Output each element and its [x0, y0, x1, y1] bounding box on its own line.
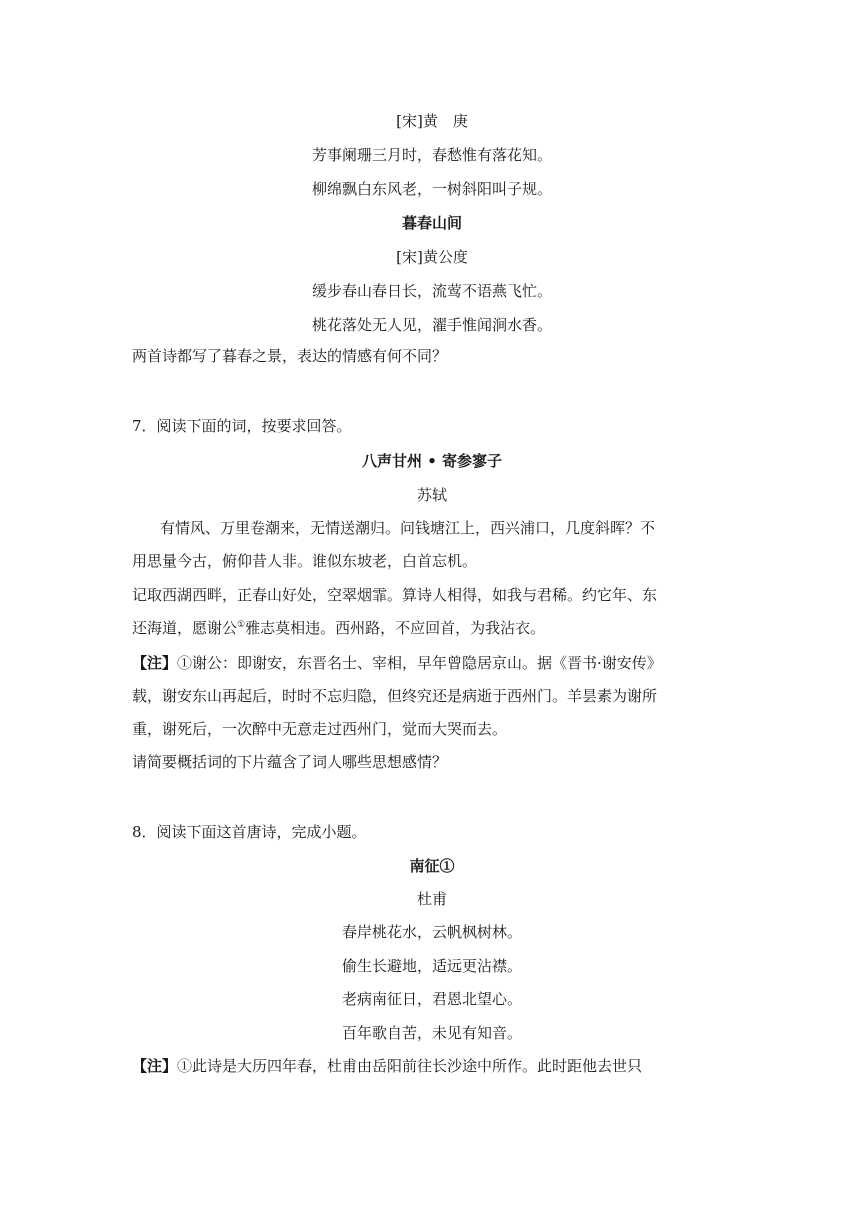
q8-author: 杜甫	[416, 890, 447, 908]
q8-title: 南征①	[409, 857, 455, 875]
q7-text-line: 记取西湖西畔，正春山好处，空翠烟霏。算诗人相得，如我与君稀。约它年、东	[132, 586, 658, 604]
q8-note	[132, 1056, 732, 1076]
q8-poem-line: 偷生长避地，适远更沾襟。	[341, 957, 522, 975]
q7-note	[132, 653, 732, 673]
q7-note-line: 重，谢死后，一次醉中无意走过西州门，觉而大哭而去。	[132, 720, 508, 738]
q8-prompt: 8．阅读下面这首唐诗，完成小题。	[132, 823, 367, 841]
poem2-line: 桃花落处无人见，濯手惟闻涧水香。	[311, 316, 552, 334]
note-text: ①此诗是大历四年春，杜甫由岳阳前往长沙途中所作。此时距他去世只	[177, 1057, 643, 1075]
q7-title: 八声甘州 • 寄参寥子	[361, 452, 503, 470]
q7-text-segment: 还海道，愿谢公	[132, 619, 238, 637]
footnote-marker: ①	[237, 620, 246, 630]
q7-text-line: 有情风、万里卷潮来，无情送潮归。问钱塘江上，西兴浦口，几度斜晖？不	[160, 519, 656, 537]
poem2-author: [宋]黄公度	[396, 248, 468, 266]
q8-poem-line: 老病南征日，君恩北望心。	[341, 990, 522, 1008]
q7-author: 苏轼	[416, 486, 447, 504]
q7-text-line	[132, 618, 732, 638]
q7-prompt: 7．阅读下面的词，按要求回答。	[132, 417, 352, 435]
q7-question: 请简要概括词的下片蕴含了词人哪些思想感情？	[132, 753, 448, 771]
poem1-line: 柳绵飘白东风老，一树斜阳叫子规。	[311, 180, 552, 198]
poem2-line: 缓步春山春日长，流莺不语燕飞忙。	[311, 282, 552, 300]
poem2-title: 暮春山间	[401, 214, 462, 232]
q8-poem-line: 春岸桃花水，云帆枫树林。	[341, 923, 522, 941]
note-text: ①谢公：即谢安，东晋名士、宰相，早年曾隐居京山。据《晋书·谢安传》	[177, 654, 662, 672]
note-tag: 【注】	[132, 654, 178, 672]
q7-text-line: 用思量今古，俯仰昔人非。谁似东坡老，白首忘机。	[132, 552, 478, 570]
q6-question: 两首诗都写了暮春之景，表达的情感有何不同？	[132, 347, 448, 365]
q7-note-line: 载，谢安东山再起后，时时不忘归隐，但终究还是病逝于西州门。羊昙素为谢所	[132, 687, 658, 705]
q8-poem-line: 百年歌自苦，未见有知音。	[341, 1024, 522, 1042]
q7-text-segment: 雅志莫相违。西州路，不应回首，为我沾衣。	[245, 619, 546, 637]
poem1-author: [宋]黄 庚	[396, 112, 468, 130]
note-tag: 【注】	[132, 1057, 178, 1075]
poem1-line: 芳事阑珊三月时，春愁惟有落花知。	[311, 146, 552, 164]
